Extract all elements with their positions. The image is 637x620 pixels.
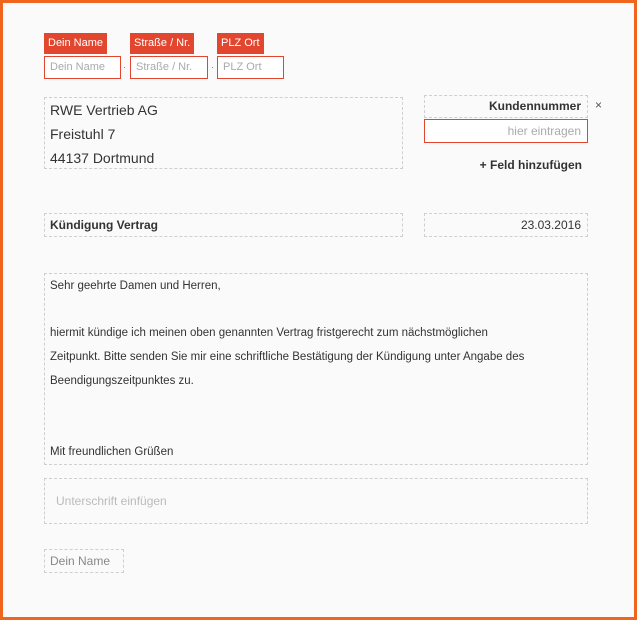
sender-name-input[interactable]: Dein Name	[44, 56, 121, 79]
sender-street-tag: Straße / Nr.	[130, 33, 194, 54]
separator-dot: ·	[211, 62, 214, 72]
sender-city-input[interactable]: PLZ Ort	[217, 56, 284, 79]
letter-body-line: hiermit kündige ich meinen oben genannten Vertrag fristgerecht zum nächstmöglichen	[50, 327, 488, 339]
customer-number-input[interactable]: hier eintragen	[424, 119, 588, 143]
subject-field[interactable]: Kündigung Vertrag	[44, 213, 403, 237]
letter-body-line: Zeitpunkt. Bitte senden Sie mir eine schriftliche Bestätigung der Kündigung unter Angabe des	[50, 351, 525, 363]
recipient-street: Freistuhl 7	[50, 126, 116, 142]
signature-field[interactable]: Unterschrift einfügen	[44, 478, 588, 524]
letter-body-line: Beendigungszeitpunktes zu.	[50, 375, 194, 387]
add-field-button[interactable]: + Feld hinzufügen	[479, 158, 582, 172]
sender-name-tag: Dein Name	[44, 33, 107, 54]
recipient-address-box[interactable]	[44, 97, 403, 169]
footer-name-field[interactable]: Dein Name	[44, 549, 124, 573]
letter-closing: Mit freundlichen Grüßen	[50, 446, 174, 458]
separator-dot: ·	[123, 62, 126, 72]
customer-number-label: Kundennummer	[424, 95, 588, 118]
sender-city-tag: PLZ Ort	[217, 33, 264, 54]
remove-field-icon[interactable]: ×	[595, 98, 603, 112]
recipient-city: 44137 Dortmund	[50, 150, 155, 166]
recipient-company: RWE Vertrieb AG	[50, 102, 158, 118]
letter-salutation: Sehr geehrte Damen und Herren,	[50, 280, 221, 292]
letter-body[interactable]	[44, 273, 588, 465]
sender-street-input[interactable]: Straße / Nr.	[130, 56, 208, 79]
date-field[interactable]: 23.03.2016	[424, 213, 588, 237]
